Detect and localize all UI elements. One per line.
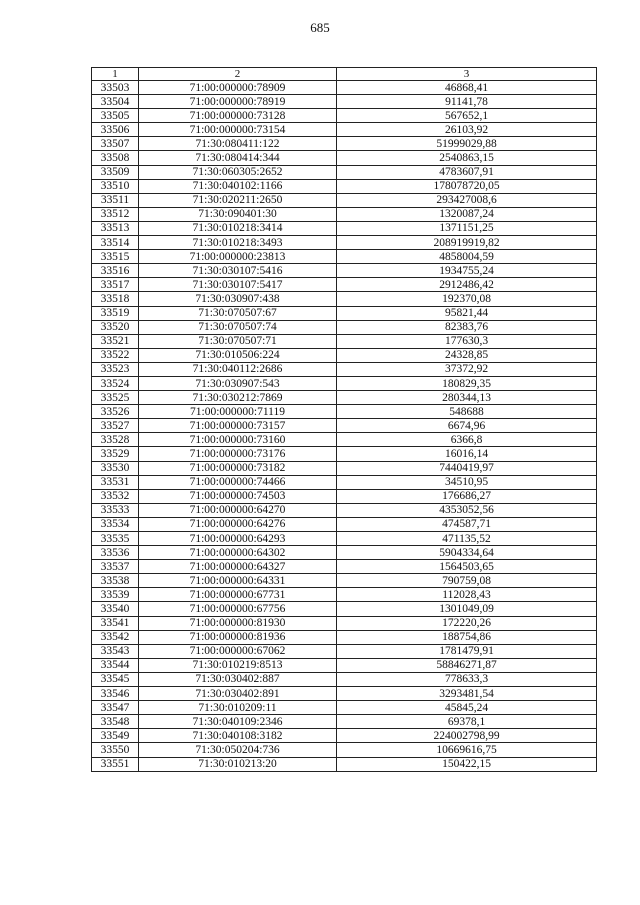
- row-number-cell: 33544: [92, 658, 139, 672]
- table-header-row: [92, 68, 597, 81]
- row-number-cell: 33512: [92, 207, 139, 221]
- table-row: [92, 701, 597, 715]
- row-number-cell: 33523: [92, 362, 139, 376]
- cadastral-value-cell: 58846271,87: [337, 658, 597, 672]
- row-number-cell: 33545: [92, 672, 139, 686]
- row-number-cell: 33528: [92, 433, 139, 447]
- table-row: [92, 743, 597, 757]
- cadastral-value-cell: 2540863,15: [337, 151, 597, 165]
- cadastral-value-cell: 172220,26: [337, 616, 597, 630]
- row-number-cell: 33516: [92, 264, 139, 278]
- row-number-cell: 33526: [92, 405, 139, 419]
- cadastral-value-cell: 37372,92: [337, 362, 597, 376]
- cadastral-number-cell: 71:00:000000:81930: [139, 616, 337, 630]
- cadastral-number-cell: 71:30:070507:67: [139, 306, 337, 320]
- cadastral-number-cell: 71:00:000000:73182: [139, 461, 337, 475]
- cadastral-number-cell: 71:30:010219:8513: [139, 658, 337, 672]
- table-row: [92, 461, 597, 475]
- cadastral-number-cell: 71:30:010209:11: [139, 701, 337, 715]
- table-row: [92, 221, 597, 235]
- table-row: [92, 419, 597, 433]
- cadastral-number-cell: 71:00:000000:67062: [139, 644, 337, 658]
- cadastral-value-cell: 778633,3: [337, 672, 597, 686]
- table-row: [92, 278, 597, 292]
- row-number-cell: 33510: [92, 179, 139, 193]
- cadastral-value-cell: 2912486,42: [337, 278, 597, 292]
- cadastral-number-cell: 71:30:090401:30: [139, 207, 337, 221]
- cadastral-value-cell: 208919919,82: [337, 236, 597, 250]
- cadastral-value-cell: 82383,76: [337, 320, 597, 334]
- cadastral-value-cell: 45845,24: [337, 701, 597, 715]
- row-number-cell: 33542: [92, 630, 139, 644]
- cadastral-value-cell: 26103,92: [337, 123, 597, 137]
- cadastral-number-cell: 71:00:000000:64270: [139, 503, 337, 517]
- row-number-cell: 33533: [92, 503, 139, 517]
- cadastral-value-cell: 224002798,99: [337, 729, 597, 743]
- cadastral-value-cell: 176686,27: [337, 489, 597, 503]
- row-number-cell: 33531: [92, 475, 139, 489]
- cadastral-number-cell: 71:30:040112:2686: [139, 362, 337, 376]
- cadastral-number-cell: 71:00:000000:64293: [139, 532, 337, 546]
- cadastral-number-cell: 71:30:010213:20: [139, 757, 337, 771]
- cadastral-value-cell: 180829,35: [337, 376, 597, 390]
- row-number-cell: 33527: [92, 419, 139, 433]
- row-number-cell: 33515: [92, 250, 139, 264]
- row-number-cell: 33535: [92, 532, 139, 546]
- table-row: [92, 264, 597, 278]
- table-row: [92, 137, 597, 151]
- row-number-cell: 33503: [92, 81, 139, 95]
- row-number-cell: 33520: [92, 320, 139, 334]
- row-number-cell: 33525: [92, 391, 139, 405]
- table-row: [92, 193, 597, 207]
- table-row: [92, 405, 597, 419]
- table-row: [92, 433, 597, 447]
- cadastral-number-cell: 71:00:000000:64331: [139, 574, 337, 588]
- cadastral-number-cell: 71:00:000000:81936: [139, 630, 337, 644]
- table-row: [92, 687, 597, 701]
- table-row: [92, 109, 597, 123]
- table-row: [92, 672, 597, 686]
- table-row: [92, 729, 597, 743]
- table-row: [92, 560, 597, 574]
- cadastral-value-cell: 188754,86: [337, 630, 597, 644]
- row-number-cell: 33540: [92, 602, 139, 616]
- column-header-1: 1: [92, 68, 139, 81]
- page-number: 685: [310, 20, 330, 35]
- table-row: [92, 236, 597, 250]
- cadastral-number-cell: 71:30:040102:1166: [139, 179, 337, 193]
- row-number-cell: 33514: [92, 236, 139, 250]
- cadastral-value-cell: 4858004,59: [337, 250, 597, 264]
- cadastral-number-cell: 71:00:000000:64276: [139, 517, 337, 531]
- row-number-cell: 33530: [92, 461, 139, 475]
- cadastral-number-cell: 71:30:040108:3182: [139, 729, 337, 743]
- cadastral-value-cell: 112028,43: [337, 588, 597, 602]
- row-number-cell: 33551: [92, 757, 139, 771]
- table-row: [92, 348, 597, 362]
- row-number-cell: 33543: [92, 644, 139, 658]
- table-row: [92, 179, 597, 193]
- cadastral-number-cell: 71:00:000000:74503: [139, 489, 337, 503]
- cadastral-value-cell: 293427008,6: [337, 193, 597, 207]
- cadastral-value-cell: 4353052,56: [337, 503, 597, 517]
- cadastral-value-cell: 1320087,24: [337, 207, 597, 221]
- cadastral-number-cell: 71:30:030402:891: [139, 687, 337, 701]
- cadastral-number-cell: 71:30:010218:3414: [139, 221, 337, 235]
- table-body: [92, 68, 597, 772]
- cadastral-value-cell: 5904334,64: [337, 546, 597, 560]
- cadastral-value-cell: 91141,78: [337, 95, 597, 109]
- cadastral-number-cell: 71:30:010218:3493: [139, 236, 337, 250]
- cadastral-value-cell: 46868,41: [337, 81, 597, 95]
- table-row: [92, 362, 597, 376]
- cadastral-value-cell: 474587,71: [337, 517, 597, 531]
- cadastral-number-cell: 71:00:000000:71119: [139, 405, 337, 419]
- cadastral-value-cell: 1301049,09: [337, 602, 597, 616]
- cadastral-value-cell: 16016,14: [337, 447, 597, 461]
- cadastral-number-cell: 71:30:030907:438: [139, 292, 337, 306]
- row-number-cell: 33536: [92, 546, 139, 560]
- row-number-cell: 33509: [92, 165, 139, 179]
- cadastral-number-cell: 71:30:060305:2652: [139, 165, 337, 179]
- cadastral-number-cell: 71:30:030907:543: [139, 376, 337, 390]
- cadastral-value-cell: 69378,1: [337, 715, 597, 729]
- cadastral-value-cell: 471135,52: [337, 532, 597, 546]
- cadastral-value-cell: 6674,96: [337, 419, 597, 433]
- cadastral-number-cell: 71:00:000000:73157: [139, 419, 337, 433]
- cadastral-value-cell: 24328,85: [337, 348, 597, 362]
- table-row: [92, 81, 597, 95]
- table-row: [92, 123, 597, 137]
- row-number-cell: 33505: [92, 109, 139, 123]
- cadastral-value-cell: 548688: [337, 405, 597, 419]
- cadastral-number-cell: 71:30:080414:344: [139, 151, 337, 165]
- cadastral-number-cell: 71:00:000000:73160: [139, 433, 337, 447]
- cadastral-number-cell: 71:00:000000:67756: [139, 602, 337, 616]
- cadastral-number-cell: 71:00:000000:73154: [139, 123, 337, 137]
- table-row: [92, 376, 597, 390]
- row-number-cell: 33517: [92, 278, 139, 292]
- table-row: [92, 616, 597, 630]
- table-row: [92, 546, 597, 560]
- row-number-cell: 33524: [92, 376, 139, 390]
- cadastral-value-cell: 4783607,91: [337, 165, 597, 179]
- row-number-cell: 33549: [92, 729, 139, 743]
- cadastral-value-cell: 1934755,24: [337, 264, 597, 278]
- column-header-2: 2: [139, 68, 337, 81]
- row-number-cell: 33541: [92, 616, 139, 630]
- cadastral-number-cell: 71:30:070507:71: [139, 334, 337, 348]
- table-row: [92, 475, 597, 489]
- table-row: [92, 588, 597, 602]
- row-number-cell: 33548: [92, 715, 139, 729]
- row-number-cell: 33518: [92, 292, 139, 306]
- row-number-cell: 33539: [92, 588, 139, 602]
- table-row: [92, 715, 597, 729]
- cadastral-number-cell: 71:30:070507:74: [139, 320, 337, 334]
- table-row: [92, 602, 597, 616]
- table-row: [92, 517, 597, 531]
- table-row: [92, 334, 597, 348]
- cadastral-number-cell: 71:00:000000:73176: [139, 447, 337, 461]
- cadastral-number-cell: 71:30:020211:2650: [139, 193, 337, 207]
- row-number-cell: 33538: [92, 574, 139, 588]
- table-row: [92, 489, 597, 503]
- cadastral-number-cell: 71:00:000000:74466: [139, 475, 337, 489]
- row-number-cell: 33547: [92, 701, 139, 715]
- cadastral-number-cell: 71:00:000000:78919: [139, 95, 337, 109]
- cadastral-value-cell: 6366,8: [337, 433, 597, 447]
- cadastral-value-cell: 1781479,91: [337, 644, 597, 658]
- cadastral-value-cell: 177630,3: [337, 334, 597, 348]
- cadastral-number-cell: 71:00:000000:67731: [139, 588, 337, 602]
- table-row: [92, 532, 597, 546]
- cadastral-value-cell: 3293481,54: [337, 687, 597, 701]
- table-row: [92, 292, 597, 306]
- table-row: [92, 447, 597, 461]
- row-number-cell: 33546: [92, 687, 139, 701]
- cadastral-value-cell: 10669616,75: [337, 743, 597, 757]
- cadastral-number-cell: 71:00:000000:64302: [139, 546, 337, 560]
- table-row: [92, 207, 597, 221]
- cadastral-number-cell: 71:30:030107:5417: [139, 278, 337, 292]
- cadastral-value-cell: 95821,44: [337, 306, 597, 320]
- row-number-cell: 33521: [92, 334, 139, 348]
- cadastral-value-cell: 192370,08: [337, 292, 597, 306]
- table-row: [92, 250, 597, 264]
- cadastral-number-cell: 71:30:030107:5416: [139, 264, 337, 278]
- cadastral-number-cell: 71:30:050204:736: [139, 743, 337, 757]
- row-number-cell: 33513: [92, 221, 139, 235]
- table-row: [92, 630, 597, 644]
- cadastral-value-cell: 150422,15: [337, 757, 597, 771]
- table-row: [92, 574, 597, 588]
- cadastral-value-cell: 1564503,65: [337, 560, 597, 574]
- cadastral-number-cell: 71:30:030402:887: [139, 672, 337, 686]
- cadastral-number-cell: 71:00:000000:73128: [139, 109, 337, 123]
- row-number-cell: 33519: [92, 306, 139, 320]
- cadastral-number-cell: 71:30:010506:224: [139, 348, 337, 362]
- row-number-cell: 33522: [92, 348, 139, 362]
- table-row: [92, 391, 597, 405]
- cadastral-number-cell: 71:00:000000:23813: [139, 250, 337, 264]
- table-row: [92, 644, 597, 658]
- row-number-cell: 33504: [92, 95, 139, 109]
- column-header-3: 3: [337, 68, 597, 81]
- cadastral-number-cell: 71:00:000000:78909: [139, 81, 337, 95]
- row-number-cell: 33550: [92, 743, 139, 757]
- table-row: [92, 151, 597, 165]
- cadastral-value-table: [91, 67, 597, 772]
- table-row: [92, 306, 597, 320]
- table-row: [92, 503, 597, 517]
- cadastral-number-cell: 71:30:080411:122: [139, 137, 337, 151]
- cadastral-value-cell: 7440419,97: [337, 461, 597, 475]
- cadastral-number-cell: 71:00:000000:64327: [139, 560, 337, 574]
- row-number-cell: 33537: [92, 560, 139, 574]
- table-row: [92, 320, 597, 334]
- cadastral-number-cell: 71:30:030212:7869: [139, 391, 337, 405]
- row-number-cell: 33529: [92, 447, 139, 461]
- table-row: [92, 165, 597, 179]
- table-row: [92, 95, 597, 109]
- table-row: [92, 757, 597, 771]
- cadastral-value-cell: 34510,95: [337, 475, 597, 489]
- cadastral-number-cell: 71:30:040109:2346: [139, 715, 337, 729]
- cadastral-value-cell: 280344,13: [337, 391, 597, 405]
- cadastral-value-cell: 790759,08: [337, 574, 597, 588]
- row-number-cell: 33508: [92, 151, 139, 165]
- row-number-cell: 33532: [92, 489, 139, 503]
- table-row: [92, 658, 597, 672]
- row-number-cell: 33511: [92, 193, 139, 207]
- cadastral-value-cell: 1371151,25: [337, 221, 597, 235]
- row-number-cell: 33506: [92, 123, 139, 137]
- row-number-cell: 33507: [92, 137, 139, 151]
- row-number-cell: 33534: [92, 517, 139, 531]
- cadastral-value-cell: 567652,1: [337, 109, 597, 123]
- cadastral-value-cell: 51999029,88: [337, 137, 597, 151]
- cadastral-value-cell: 178078720,05: [337, 179, 597, 193]
